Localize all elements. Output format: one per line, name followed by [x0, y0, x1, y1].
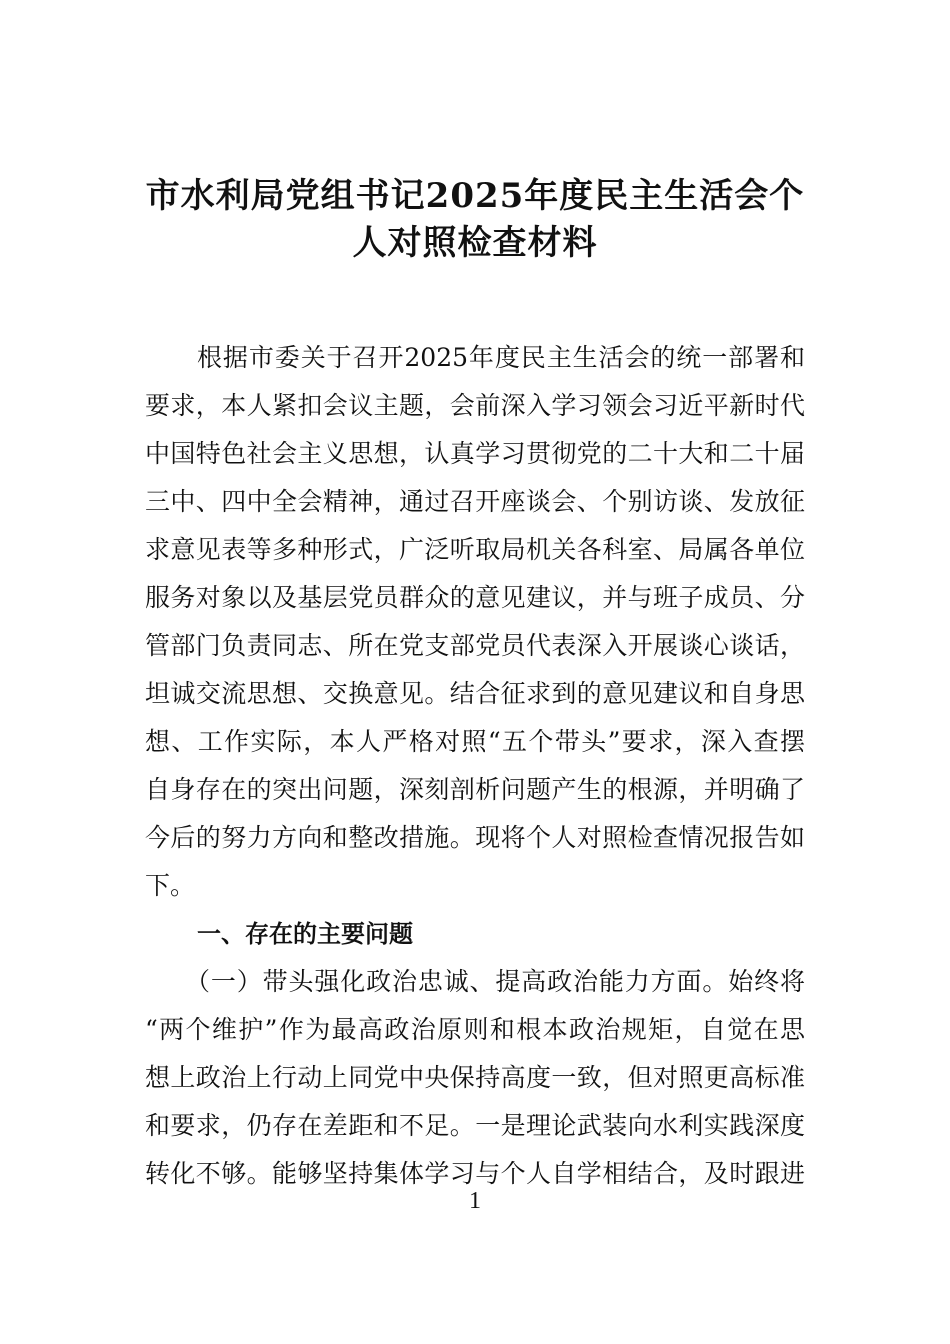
paragraph-line: 坦诚交流思想、交换意见。结合征求到的意见建议和自身思 — [145, 679, 805, 708]
paragraph-line: “两个维护”作为最高政治原则和根本政治规矩，自觉在思 — [145, 1015, 805, 1044]
document-body — [145, 334, 805, 1198]
paragraph-line: 下。 — [145, 871, 196, 900]
paragraph-line: 中国特色社会主义思想，认真学习贯彻党的二十大和二十届 — [145, 439, 805, 468]
section-heading: 一、存在的主要问题 — [197, 920, 413, 948]
paragraph-line: 想、工作实际，本人严格对照“五个带头”要求，深入查摆 — [145, 727, 805, 756]
paragraph-line: 管部门负责同志、所在党支部党员代表深入开展谈心谈话， — [145, 631, 805, 660]
document-title-line-2: 人对照检查材料 — [352, 223, 598, 263]
paragraph-line: 转化不够。能够坚持集体学习与个人自学相结合，及时跟进 — [145, 1159, 805, 1188]
paragraph-line: 要求，本人紧扣会议主题，会前深入学习领会习近平新时代 — [145, 391, 805, 420]
paragraph-line: 求意见表等多种形式，广泛听取局机关各科室、局属各单位 — [145, 535, 805, 564]
paragraph-line: 和要求，仍存在差距和不足。一是理论武装向水利实践深度 — [145, 1111, 805, 1140]
page-number: 1 — [469, 1188, 481, 1214]
paragraph-line: 服务对象以及基层党员群众的意见建议，并与班子成员、分 — [145, 583, 805, 612]
paragraph-line: 今后的努力方向和整改措施。现将个人对照检查情况报告如 — [145, 823, 805, 852]
paragraph-line: 根据市委关于召开2025年度民主生活会的统一部署和 — [197, 343, 805, 372]
paragraph-line: 想上政治上行动上同党中央保持高度一致，但对照更高标准 — [145, 1063, 805, 1092]
paragraph-line: 三中、四中全会精神，通过召开座谈会、个别访谈、发放征 — [145, 487, 805, 516]
paragraph-line: 自身存在的突出问题，深刻剖析问题产生的根源，并明确了 — [145, 775, 805, 804]
paragraph-line: （一）带头强化政治忠诚、提高政治能力方面。始终将 — [185, 967, 805, 996]
document-title-line-1: 市水利局党组书记2025年度民主生活会个 — [145, 176, 805, 216]
